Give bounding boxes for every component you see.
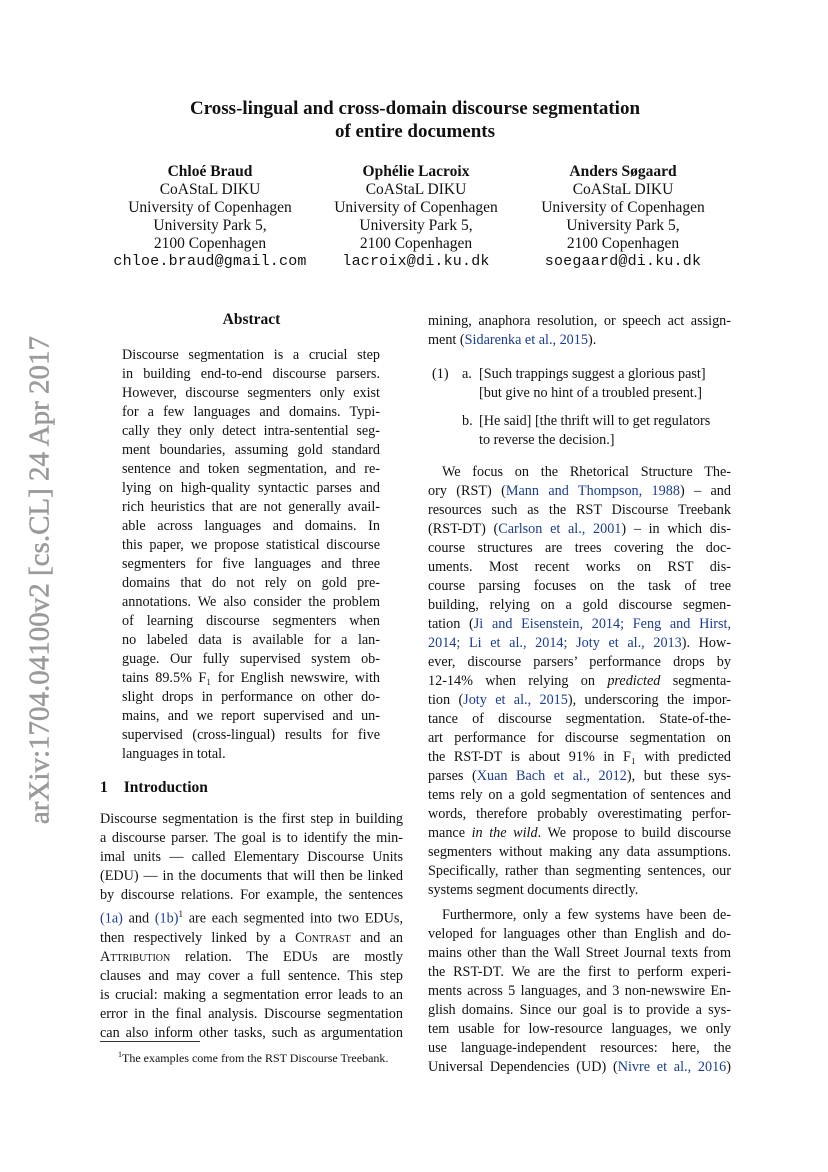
body-line: systems segment documents directly. (428, 882, 639, 898)
author-block-1 (100, 163, 320, 271)
text-run: relation. The EDUs are mostly (170, 948, 403, 965)
text-run: 12-14% when relying on (428, 673, 608, 689)
section-heading-introduction (100, 779, 208, 797)
abstract-line: cally they only detect intra-sentential seg- (122, 423, 380, 439)
text-run: Universal Dependencies (UD) ( (428, 1059, 618, 1075)
abstract-line: this paper, we propose statistical discourse (122, 537, 380, 553)
body-line: glish domains. Since our goal is to provide a sys- (428, 1002, 731, 1018)
author-block-3 (513, 163, 733, 271)
abstract-line: no labeled data is available for a lan- (122, 632, 380, 648)
citation-link[interactable]: Carlson et al., 2001 (498, 521, 622, 537)
body-line: Discourse segmentation is the first step in building (100, 811, 403, 827)
body-line (428, 824, 731, 843)
author-affiliation: University Park 5, (359, 217, 473, 234)
text-run: and (122, 910, 155, 927)
citation-link[interactable]: Joty et al., 2013 (576, 635, 682, 651)
body-line: tem usable for low-resource languages, we only (428, 1021, 731, 1037)
abstract-line: annotations. We also consider the problem (122, 594, 380, 610)
citation-link[interactable]: Joty et al., 2015 (463, 692, 568, 708)
body-line: course structures are trees covering the doc- (428, 540, 731, 556)
body-line: (EDU) — in the documents that will then be linked (100, 868, 403, 884)
text-run: ) (726, 1059, 731, 1075)
body-line: clauses and may cover a full sentence. This step (100, 967, 403, 984)
author-affiliation: CoAStaL DIKU (159, 181, 261, 198)
text-run: (RST-DT) ( (428, 521, 499, 537)
body-line (100, 929, 403, 948)
body-line: building, relying on a gold discourse segmen- (428, 597, 731, 613)
example-ref-link[interactable]: (1a) (100, 910, 123, 927)
text-run: . We propose to build discourse (537, 825, 732, 841)
citation-separator: ; (620, 616, 633, 632)
text-run: mance (428, 825, 472, 841)
body-line (428, 634, 731, 653)
author-block-2 (306, 163, 526, 271)
citation-link[interactable]: Mann and Thompson, 1988 (505, 483, 680, 499)
abstract-line: ment boundaries, assuming gold standard (122, 442, 380, 458)
title-line-2: of entire documents (334, 121, 496, 142)
author-affiliation: University Park 5, (153, 217, 267, 234)
body-line: Furthermore, only a few systems have been de- (442, 907, 731, 923)
author-affiliation: CoAStaL DIKU (365, 181, 467, 198)
citation-link[interactable]: Li et al., 2014 (468, 635, 564, 651)
body-line: by discourse relations. For example, the sentences (100, 887, 403, 903)
abstract-line: lying on high-quality syntactic parses and (122, 480, 380, 496)
body-line: veloped for languages other than English and do- (428, 926, 731, 942)
abstract-line: able across languages and domains. In (122, 518, 380, 534)
example-a-label: a. (462, 366, 472, 382)
title-line-1: Cross-lingual and cross-domain discourse segmentation (189, 98, 641, 119)
body-line: use language-independent resources: here, the (428, 1040, 731, 1056)
body-line: resources such as the RST Discourse Treebank (428, 502, 731, 518)
author-name: Anders Søgaard (569, 163, 677, 180)
body-line: imal units — called Elementary Discourse Units (100, 849, 403, 865)
body-line: is crucial: making a segmentation error leads to an (100, 986, 403, 1003)
body-line: ever, discourse parsers’ performance drops by (428, 654, 731, 670)
citation-separator: ; (456, 635, 469, 651)
abstract-line: in building end-to-end discourse parsers. (122, 366, 380, 382)
body-line: words, therefore probably overestimating perfor- (428, 806, 731, 822)
example-b-line: to reverse the decision.] (479, 432, 615, 448)
body-line: the RST-DT. We are the first to perform experi- (428, 964, 731, 980)
author-email: lacroix@di.ku.dk (342, 253, 490, 270)
text-run: ). (587, 332, 597, 348)
right-column-top (428, 312, 731, 350)
abstract-line: of learning discourse segmenters when (122, 613, 380, 629)
body-line (428, 615, 731, 634)
abstract-line: guage. Our fully supervised system ob- (122, 651, 380, 667)
body-line (100, 948, 403, 967)
example-number: (1) (432, 366, 449, 382)
relation-name: Attribution (100, 948, 171, 965)
text-run: ) – and (679, 483, 731, 499)
text-run: are each segmented into two EDUs, (182, 910, 403, 927)
abstract-line: supervised (cross-lingual) results for five (122, 727, 380, 743)
body-line (428, 331, 731, 350)
body-line (428, 672, 731, 691)
abstract-heading: Abstract (222, 311, 281, 328)
citation-link[interactable]: 2014 (428, 635, 457, 651)
footnote-marker: 1 (178, 909, 183, 919)
body-line: course parsing focuses on the task of tree (428, 578, 731, 594)
body-line: error in the final analysis. Discourse segmentation (100, 1005, 403, 1022)
body-line: Specifically, rather than segmenting sentences, our (428, 863, 731, 879)
text-run: ), underscoring the impor- (567, 692, 731, 708)
arxiv-stamp (22, 330, 58, 830)
author-name: Chloé Braud (167, 163, 253, 180)
body-line: can also inform other tasks, such as argumentation (100, 1024, 403, 1041)
right-paragraph-2 (428, 906, 731, 1077)
text-run: ory (RST) ( (428, 483, 506, 499)
relation-name: Contrast (295, 929, 351, 946)
body-line (428, 1058, 731, 1077)
abstract-line: languages in total. (122, 746, 226, 762)
citation-link[interactable]: Ji and Eisenstein, 2014 (473, 616, 621, 632)
author-affiliation: 2100 Copenhagen (566, 235, 680, 252)
author-email: chloe.braud@gmail.com (113, 253, 307, 270)
emphasis: in the wild (471, 825, 538, 841)
text-run: ). How- (681, 635, 731, 651)
arxiv-stamp-text: arXiv:1704.04100v2 [cs.CL] 24 Apr 2017 (23, 335, 56, 825)
footnote-number: 1 (118, 1050, 122, 1059)
abstract-body (122, 346, 380, 764)
paper-title (100, 97, 730, 143)
section-title: Introduction (123, 779, 208, 796)
body-line: mining, anaphora resolution, or speech act assign- (428, 313, 731, 329)
citation-separator: ; (563, 635, 577, 651)
author-email: soegaard@di.ku.dk (544, 253, 702, 270)
example-b-label: b. (462, 413, 473, 429)
body-line: art performance for discourse segmentation on (428, 730, 731, 746)
author-affiliation: 2100 Copenhagen (359, 235, 473, 252)
body-line: tance of discourse segmentation. State-of-the- (428, 711, 731, 727)
footnote-text: The examples come from the RST Discourse Treebank. (122, 1051, 389, 1065)
body-line: a discourse parser. The goal is to identify the min- (100, 830, 403, 846)
body-line: tems rely on a gold segmentation of sentences and (428, 787, 731, 803)
footnote-rule (100, 1041, 200, 1042)
author-affiliation: University Park 5, (566, 217, 680, 234)
abstract-line: However, discourse segmenters only exist (122, 385, 380, 401)
author-affiliation: University of Copenhagen (334, 199, 498, 216)
body-line (428, 767, 731, 786)
body-line (428, 691, 731, 710)
abstract-line: segmenters for five languages and three (122, 556, 380, 572)
body-line: ments across 5 languages, and 3 non-newswire En- (428, 983, 731, 999)
body-line: uments. Most recent works on RST dis- (428, 559, 731, 575)
author-affiliation: University of Copenhagen (128, 199, 292, 216)
abstract-line: tains 89.5% F₁ for English newswire, with (122, 670, 380, 686)
citation-link[interactable]: Nivre et al., 2016 (617, 1059, 727, 1075)
example-a-line: [Such trappings suggest a glorious past] (479, 366, 706, 382)
body-line: the RST-DT is about 91% in F₁ with predicted (428, 749, 731, 765)
text-run: tation ( (428, 616, 474, 632)
abstract-line: sentence and token segmentation, and re- (122, 461, 380, 477)
section-number: 1 (100, 779, 108, 796)
abstract-line: mains, and we report supervised and un- (122, 708, 380, 724)
author-name: Ophélie Lacroix (362, 163, 470, 180)
example-a-line: [but give no hint of a troubled present.] (479, 385, 703, 401)
right-paragraph-1 (428, 463, 731, 900)
abstract-line: domains that do not rely on gold pre- (122, 575, 380, 591)
text-run: ) – in which dis- (621, 521, 731, 537)
introduction-body (100, 810, 403, 1043)
text-run: ment ( (428, 332, 465, 348)
citation-link[interactable]: Sidarenka et al., 2015 (464, 332, 588, 348)
text-run: ), but these sys- (626, 768, 731, 784)
text-run: and an (350, 929, 403, 946)
example-ref-link[interactable]: (1b) (154, 910, 179, 927)
emphasis: predicted (607, 673, 661, 689)
citation-link[interactable]: Xuan Bach et al., 2012 (476, 768, 627, 784)
citation-link[interactable]: Feng and Hirst, (632, 616, 731, 632)
author-affiliation: CoAStaL DIKU (572, 181, 674, 198)
abstract-line: slight drops in performance on other do- (122, 689, 380, 705)
abstract-line: for a few languages and domains. Typi- (122, 404, 380, 420)
text-run: tion ( (428, 692, 464, 708)
body-line: mains other than the Wall Street Journal texts from (428, 945, 731, 961)
text-run: parses ( (428, 768, 477, 784)
text-run: then respectively linked by a (100, 929, 296, 946)
footnote (118, 1047, 388, 1066)
abstract-line: Discourse segmentation is a crucial step (122, 347, 380, 363)
text-run: segmenta- (660, 673, 731, 689)
abstract-line: rich heuristics that are not generally avail- (122, 499, 380, 515)
body-line: segmenters without making any data assumptions. (428, 844, 731, 860)
body-line (428, 482, 731, 501)
example-b-line: [He said] [the thrift will to get regulators (479, 413, 711, 429)
body-line (428, 520, 731, 539)
body-line: We focus on the Rhetorical Structure The- (442, 464, 731, 480)
author-affiliation: 2100 Copenhagen (153, 235, 267, 252)
author-affiliation: University of Copenhagen (541, 199, 705, 216)
body-line (100, 905, 403, 929)
